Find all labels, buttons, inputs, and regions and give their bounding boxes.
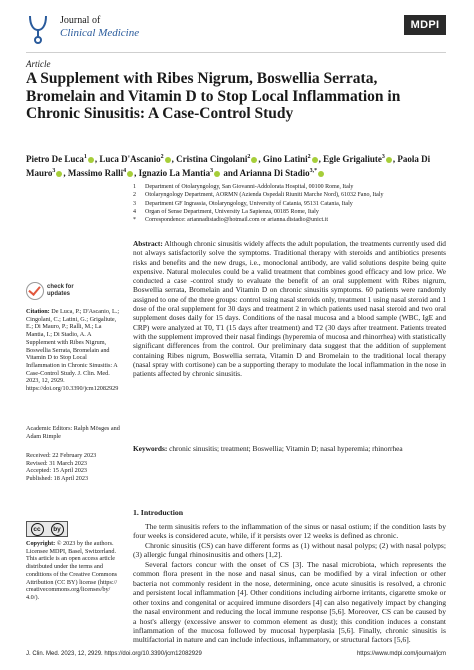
author-conjunction: and xyxy=(223,168,238,178)
affiliation-number: 1 xyxy=(133,184,136,190)
cc-icon: cc xyxy=(31,523,44,536)
keywords-text: chronic sinusitis; treatment; Boswellia; Vitamin D; nasal hyperemia; rhinorrhea xyxy=(169,444,403,453)
author-affiliation-number: 1 xyxy=(83,154,87,160)
academic-editors: Academic Editors: Ralph Mösges and Adam Rimple xyxy=(26,425,120,440)
check-updates-icon xyxy=(26,282,44,300)
paragraph: Chronic sinusitis (CS) can have different forms as (1) without nasal polyps; (2) with nasal polyps; (3) allergic fungal rhinosinusitis and others [1,2]. xyxy=(133,540,446,560)
by-icon: by xyxy=(51,523,64,536)
author-affiliation-number: 4 xyxy=(123,168,127,174)
affiliation-list xyxy=(133,183,446,224)
author-affiliation-number: 2 xyxy=(160,154,164,160)
affiliation-item xyxy=(133,208,446,216)
abstract xyxy=(133,239,446,378)
author-name: Arianna Di Stadio xyxy=(239,168,310,178)
author-name: Paola Di Mauro xyxy=(26,154,431,178)
author-name: Egle Grigaliute xyxy=(323,154,382,164)
orcid-icon[interactable] xyxy=(165,157,171,163)
keywords-label: Keywords: xyxy=(133,444,168,453)
date-received: Received: 22 February 2023 xyxy=(26,452,97,459)
orcid-icon[interactable] xyxy=(127,171,133,177)
copyright-label: Copyright: xyxy=(26,540,56,547)
affiliation-item xyxy=(133,191,446,199)
affiliation-item xyxy=(133,216,446,224)
orcid-icon[interactable] xyxy=(214,171,220,177)
date-revised: Revised: 31 March 2023 xyxy=(26,459,88,467)
paragraph: Several factors concur with the onset of CS [3]. The nasal microbiota, which represents the common flora present in the nose and nasal sinus, can be modified by a viral infection or other bacteria not commonly resident in the nose, determining, once acute sinusitis is resolved, a chronic and persistent local inflammation [4]. Other conditions including airborne irritants, cigarette smoke or other toxins and congenital or acquired immune disorders [4] can also negatively impact by changing the nasal environment and reducing the local immune response [5,6]. Moreover, CS can be caused by a host's allergy (excessive answer to common element as dust); this condition induces a constant inflammation of the mucosa followed by mucosal hyperplasia [5,6]. Finally, chronic sinusitis is multifactorial in nature and can include infectious, inflammatory, or structural factors [5,6]. xyxy=(133,559,446,645)
author-name: Pietro De Luca xyxy=(26,154,84,164)
affiliation-number: 4 xyxy=(133,208,136,215)
orcid-icon[interactable] xyxy=(318,171,324,177)
author-name: Cristina Cingolani xyxy=(176,154,248,164)
keywords xyxy=(133,444,446,453)
paragraph: The term sinusitis refers to the inflammation of the sinus or nasal ostium; if the condition lasts by four weeks is considered acute, while, if it persists over 12 weeks is defined as chronic. xyxy=(133,522,446,541)
footer-journal-link[interactable]: https://www.mdpi.com/journal/jcm xyxy=(356,651,446,657)
section-heading-introduction: 1. Introduction xyxy=(133,508,184,517)
affiliation-text: Otolaryngology Department, AORMN (Azienda Ospedali Riuniti Marche Nord), 61032 Fano, Italy xyxy=(145,192,384,199)
date-published: Published: 18 April 2023 xyxy=(26,475,89,483)
author-list: Pietro De Luca$^1$ , Luca D'Ascanio$^2$ , Cristina Cingolani$^2$ , Gino Latini$^2$ , Egle Grigaliute$^3$ , Paola Di Mauro$^3$ , Massimo Ralli$^4$ , Ignazio La Mantia$^3$ and Arianna Di Stadio$^{3,*}$ xyxy=(26,154,431,178)
journal-name-line2: Clinical Medicine xyxy=(60,27,140,39)
author-affiliation-number: 3 xyxy=(52,168,56,174)
page-footer xyxy=(26,651,446,657)
author-name: Massimo Ralli xyxy=(67,168,124,178)
publisher-logo: MDPI xyxy=(404,15,446,35)
affiliation-item xyxy=(133,200,446,208)
orcid-icon[interactable] xyxy=(56,171,62,177)
affiliation-text: Organ of Sense Department, University La Sapienza, 00185 Rome, Italy xyxy=(145,208,319,215)
orcid-icon[interactable] xyxy=(251,157,257,163)
dates-block xyxy=(26,452,122,483)
affiliation-text: Correspondence: ariannadistadio@hotmail.com or arianna.distadio@unict.it xyxy=(145,217,328,224)
author-affiliation-number: 2 xyxy=(307,154,311,160)
abstract-text: Although chronic sinusitis widely affects the adult population, the treatments currently used did not always satisfactorily solve the symptoms. Traditional therapy with steroids and antibiotics presents risks and benefits and the new drugs, i.e., monoclonal antibody, are valid solutions despite being quite expensive. Natural molecules could be a valid treatment that combines good efficacy and low price. We conducted a case -control study to evaluate the benefit of an oral supplement with Ribes nigrum, Boswellia serrata, Bromelain and Vitamin D on chronic sinusitis symptoms. 60 patients were randomly assigned to one of the three groups: control using nasal steroids only, treatment 1 using nasal steroid and 1 dose of the oral supplement for 30 days and treatment 2 in which patients used nasal steroid and two oral supplement doses daily for 15 days. Conditions of the nasal mucosa and a blood sample (WBC, IgE and CRP) were analyzed at T0, T1 (15 days after treatment) and T2 (30 days after treatment. Patients treated with the supplement improved their nasal findings (hyperemia of mucosa and rhinorrhea) with statistically significant differences from the control. Our preliminary data suggest that the addition of supplement containing Ribes nigrum, Boswellia serrata, Vitamin D and Bromelain to the traditional local therapy (nasal spray with cortisone) can be a supporting therapy to modulate the local inflammation in the nose in patients affected by chronic sinusitis. xyxy=(133,239,446,379)
affiliation-item xyxy=(133,183,446,191)
article-type: Article xyxy=(26,59,51,69)
introduction-body xyxy=(133,522,446,645)
orcid-icon[interactable] xyxy=(386,157,392,163)
orcid-icon[interactable] xyxy=(312,157,318,163)
journal-name-line1: Journal of xyxy=(60,15,101,26)
author-affiliation-number: 2 xyxy=(247,154,251,160)
footer-citation[interactable]: J. Clin. Med. 2023, 12, 2929. https://doi.org/10.3390/jcm12082929 xyxy=(26,651,202,657)
orcid-icon[interactable] xyxy=(88,157,94,163)
citation-text: De Luca, P.; D'Ascanio, L.; Cingolani, C.; Latini, G.; Grigaliute, E.; Di Mauro, P.; Ralli, M.; La Mantia, I.; Di Stadio, A. A Supplement with Ribes Nigrum, Boswellia Serrata, Bromelain and Vitamin D to Stop Local Inflammation in Chronic Sinusitis: A Case-Control Study. J. Clin. Med. 2023, 12, 2929. https://doi.org/10.3390/jcm12082929 xyxy=(26,308,120,393)
paper-title: A Supplement with Ribes Nigrum, Boswellia Serrata, Bromelain and Vitamin D to Stop Local Inflammation in Chronic Sinusitis: A Case-Control Study xyxy=(26,70,401,122)
check-for-updates-button[interactable] xyxy=(26,280,92,302)
journal-logo-icon xyxy=(26,14,50,44)
copyright-block xyxy=(26,540,122,602)
author-affiliation-number: 3,* xyxy=(309,168,318,174)
header-divider xyxy=(26,52,446,53)
affiliation-number: 2 xyxy=(133,192,136,199)
affiliation-number: 3 xyxy=(133,200,136,207)
copyright-text: © 2023 by the authors. Licensee MDPI, Basel, Switzerland. This article is an open access article distributed under the terms and conditions of the Creative Commons Attribution (CC BY) license (https:// creativecommons.org/licenses/by/ 4.0/). xyxy=(26,540,118,601)
abstract-label: Abstract: xyxy=(133,239,163,248)
citation-label: Citation: xyxy=(26,308,50,315)
date-accepted: Accepted: 15 April 2023 xyxy=(26,467,88,475)
author-affiliation-number: 3 xyxy=(381,154,385,160)
author-name: Ignazio La Mantia xyxy=(138,168,211,178)
affiliation-number: * xyxy=(133,217,136,224)
author-name: Luca D'Ascanio xyxy=(99,154,161,164)
affiliation-text: Department GF Ingrassia, Otolaryngology, University of Catania, 95131 Catania, Italy xyxy=(145,200,353,207)
affiliation-text: Department of Otolaryngology, San Giovanni-Addolorata Hospital, 00100 Rome, Italy xyxy=(145,184,354,190)
check-updates-line1: check for xyxy=(47,284,74,290)
journal-name xyxy=(60,14,139,40)
author-affiliation-number: 3 xyxy=(210,168,214,174)
cc-by-license-icon[interactable] xyxy=(26,521,68,537)
citation-block xyxy=(26,308,122,393)
author-name: Gino Latini xyxy=(262,154,308,164)
check-updates-line2: updates xyxy=(47,291,71,297)
